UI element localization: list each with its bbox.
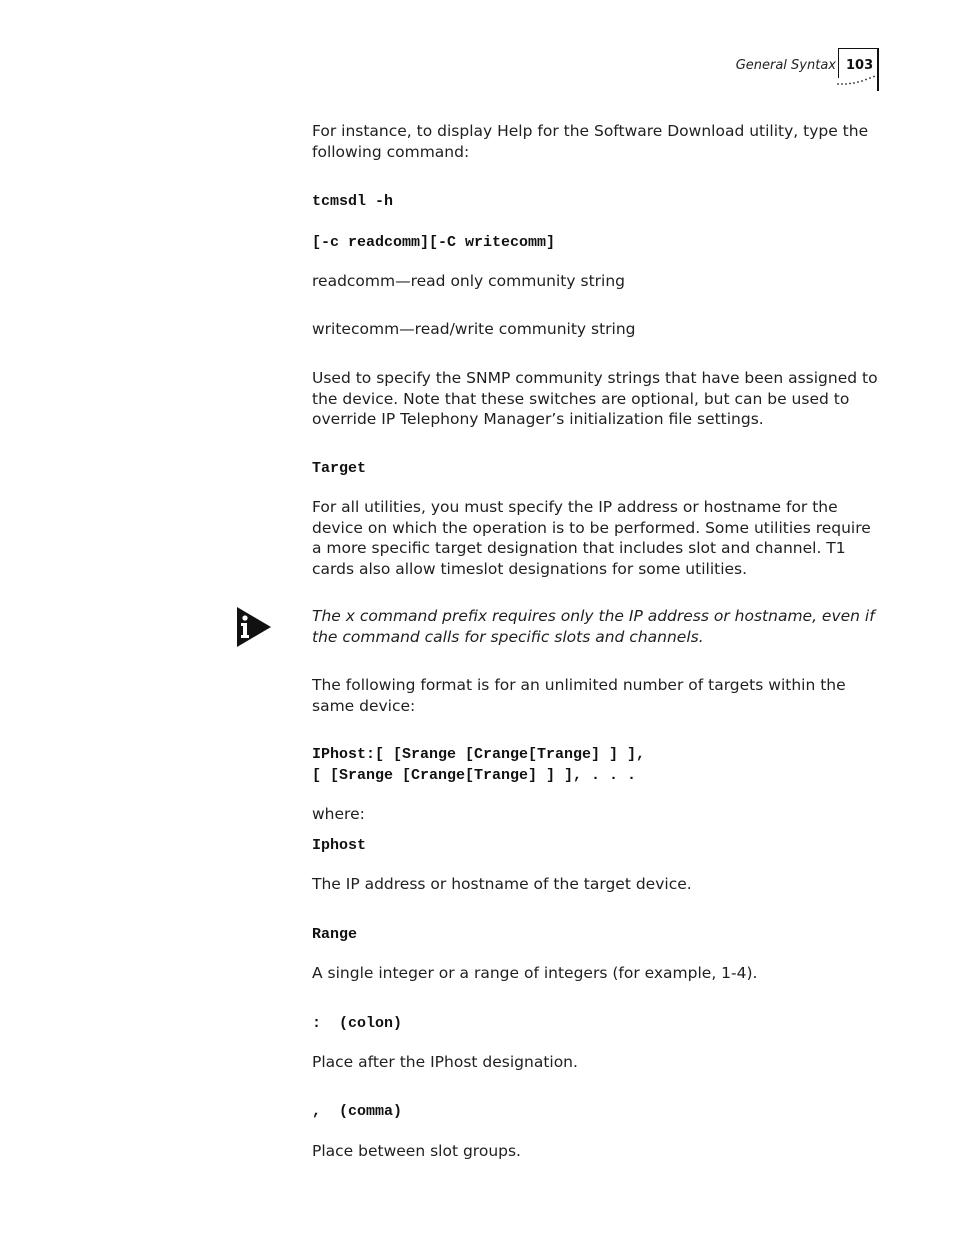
readcomm-description: readcomm—read only community string bbox=[312, 272, 625, 290]
header-page-number: 103 bbox=[846, 58, 874, 73]
colon-term: : (colon) bbox=[312, 1015, 403, 1032]
comma-term: , (comma) bbox=[312, 1103, 403, 1120]
where-label: where: bbox=[312, 805, 365, 823]
community-paragraph: Used to specify the SNMP community strings that have been assigned to the device. Note that these switches are optional, but can be used to override IP Telephony Manager’s initialization file settings. bbox=[312, 369, 878, 428]
range-description: A single integer or a range of integers (for example, 1-4). bbox=[312, 964, 758, 982]
target-paragraph: For all utilities, you must specify the IP address or hostname for the device on which the operation is to be performed. Some utilities require a more specific target designation that includes slot and channel. T1 cards also allow timeslot designations for some utilities. bbox=[312, 498, 871, 578]
format-intro-paragraph: The following format is for an unlimited number of targets within the same device: bbox=[312, 676, 846, 715]
target-heading: Target bbox=[312, 460, 367, 477]
format-line-1: IPhost:[ [Srange [Crange[Trange] ] ], bbox=[312, 746, 646, 763]
colon-description: Place after the IPhost designation. bbox=[312, 1053, 578, 1071]
header-dotted-ornament bbox=[836, 74, 878, 88]
intro-paragraph: For instance, to display Help for the Software Download utility, type the following command: bbox=[312, 122, 869, 161]
format-line-2: [ [Srange [Crange[Trange] ] ], . . . bbox=[312, 767, 637, 784]
iphost-description: The IP address or hostname of the target device. bbox=[312, 875, 692, 893]
info-note-icon bbox=[237, 607, 271, 647]
header-section-title: General Syntax bbox=[735, 58, 836, 73]
writecomm-description: writecomm—read/write community string bbox=[312, 320, 636, 338]
iphost-term: Iphost bbox=[312, 837, 367, 854]
comma-description: Place between slot groups. bbox=[312, 1142, 521, 1160]
note-text: The x command prefix requires only the IP address or hostname, even if the command calls for specific slots and channels. bbox=[312, 607, 875, 646]
community-syntax: [-c readcomm][-C writecomm] bbox=[312, 234, 556, 251]
range-term: Range bbox=[312, 926, 358, 943]
header-rule-top bbox=[838, 48, 879, 49]
help-command: tcmsdl -h bbox=[312, 193, 394, 210]
